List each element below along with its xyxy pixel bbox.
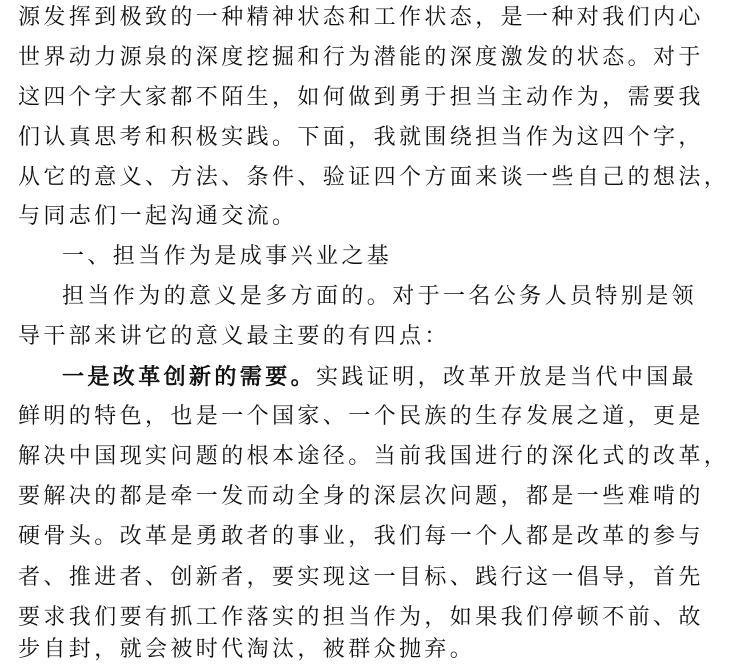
text-line: 导干部来讲它的意义最主要的有四点： [18,324,450,349]
point-one-line [62,359,698,395]
text-line: 鲜明的特色，也是一个国家、一个民族的生存发展之道，更是 [18,404,704,429]
text-line: 世界动力源泉的深度挖掘和行为潜能的深度激发的状态。对于 [18,45,704,70]
text-line-partial: 步自封，就会被时代淘汰，被群众抛弃。 [18,637,476,662]
text-line: 解决中国现实问题的根本途径。当前我国进行的深化式的改革， [18,444,729,469]
text-line: 这四个字大家都不陌生，如何做到勇于担当主动作为，需要我 [18,85,704,110]
text-line: 者、推进者、创新者，要实现这一目标、践行这一倡导，首先 [18,565,704,590]
point-one-heading: 一是改革创新的需要。 [62,364,317,390]
text-line: 们认真思考和积极实践。下面，我就围绕担当作为这四个字， [18,125,704,150]
text-line: 要求我们要有抓工作落实的担当作为，如果我们停顿不前、故 [18,605,704,630]
text-line: 担当作为的意义是多方面的。对于一名公务人员特别是领 [62,284,698,309]
text-line: 要解决的都是牵一发而动全身的深层次问题，都是一些难啃的 [18,484,704,509]
point-one-text: 实践证明，改革开放是当代中国最 [316,365,698,390]
text-line: 从它的意义、方法、条件、验证四个方面来谈一些自己的想法， [18,165,729,190]
text-line: 源发挥到极致的一种精神状态和工作状态，是一种对我们内心 [18,5,704,30]
text-line: 硬骨头。改革是勇敢者的事业，我们每一个人都是改革的参与 [18,524,704,549]
text-line: 与同志们一起沟通交流。 [18,204,298,229]
section-heading: 一、担当作为是成事兴业之基 [62,244,393,269]
